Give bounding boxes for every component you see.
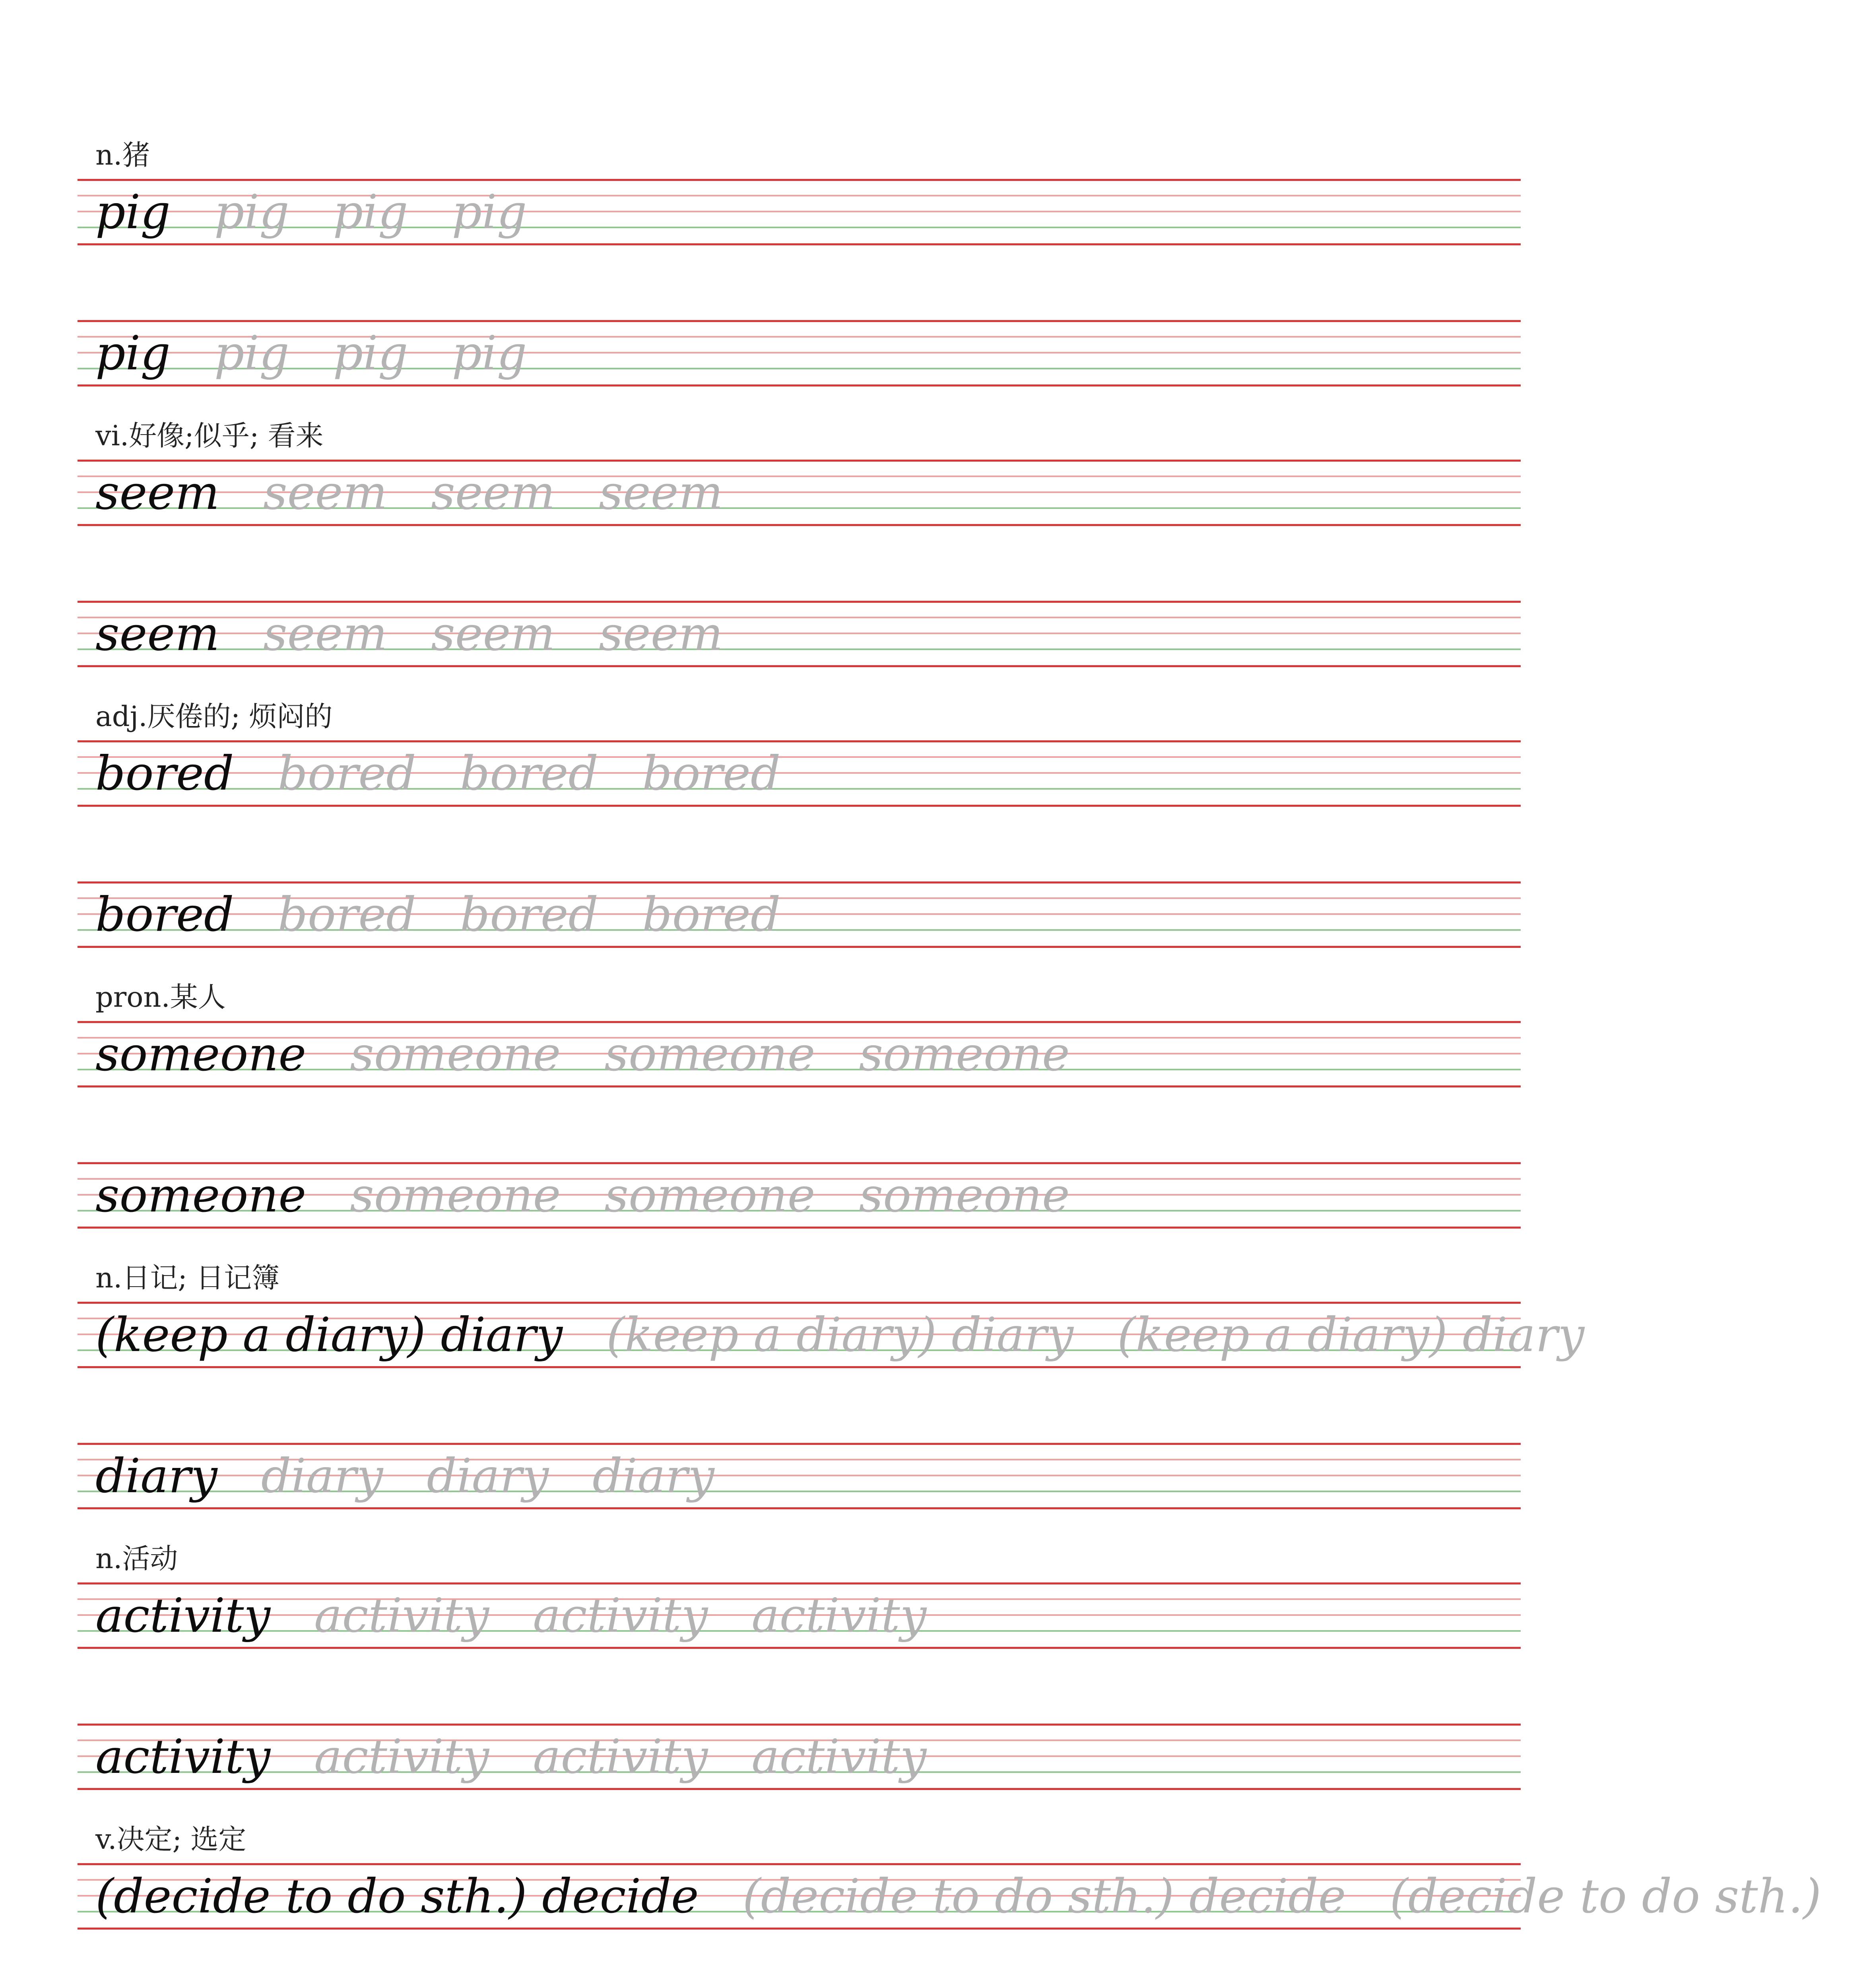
writing-lines: [78, 1724, 1521, 1790]
practice-row: [95, 885, 824, 944]
writing-lines: [78, 1863, 1822, 1929]
practice-row: [95, 323, 571, 383]
trace-word: someone: [350, 1168, 561, 1223]
ruled-line: [78, 1724, 1521, 1726]
trace-word: someone: [859, 1168, 1070, 1223]
trace-word: activity: [533, 1729, 708, 1784]
trace-word: someone: [350, 1027, 561, 1081]
trace-word: seem: [599, 606, 723, 661]
practice-row: [95, 1866, 1865, 1926]
writing-lines: [78, 179, 1521, 245]
trace-word: activity: [314, 1729, 489, 1784]
trace-word: bored: [642, 746, 781, 801]
model-word: (keep a diary) diary: [95, 1307, 563, 1362]
word-definition: n.活动: [95, 1542, 178, 1575]
trace-word: pig: [333, 326, 408, 381]
writing-lines: [78, 601, 1521, 667]
trace-word: activity: [314, 1588, 489, 1643]
ruled-line: [78, 1227, 1521, 1229]
model-word: seem: [95, 606, 220, 661]
ruled-line: [78, 1788, 1521, 1790]
ruled-line: [78, 946, 1521, 948]
trace-word: bored: [460, 887, 599, 942]
practice-row: [95, 182, 571, 242]
trace-word: activity: [533, 1588, 708, 1643]
practice-row: [95, 604, 767, 664]
model-word: someone: [95, 1027, 307, 1081]
model-word: activity: [95, 1588, 271, 1643]
practice-row: [95, 1446, 758, 1506]
trace-word: seem: [263, 465, 388, 520]
model-word: activity: [95, 1729, 271, 1784]
trace-word: (keep a diary) diary: [606, 1307, 1074, 1362]
ruled-line: [78, 179, 1521, 181]
ruled-line: [78, 601, 1521, 603]
word-definition: vi.好像;似乎; 看来: [95, 419, 324, 452]
trace-word: pig: [214, 326, 289, 381]
trace-word: diary: [261, 1448, 383, 1503]
ruled-line: [78, 460, 1521, 462]
ruled-line: [78, 1085, 1521, 1087]
trace-word: bored: [278, 746, 416, 801]
writing-lines: [78, 1443, 1521, 1509]
trace-word: (decide to do sth.) decide: [742, 1869, 1346, 1924]
trace-word: activity: [751, 1729, 927, 1784]
ruled-line: [78, 524, 1521, 526]
model-word: diary: [95, 1448, 217, 1503]
practice-row: [95, 1305, 1628, 1365]
word-definition: v.决定; 选定: [95, 1823, 246, 1856]
writing-lines: [78, 1021, 1521, 1087]
ruled-line: [78, 740, 1521, 742]
ruled-line: [78, 243, 1521, 245]
writing-lines: [78, 1162, 1521, 1228]
model-word: bored: [95, 746, 234, 801]
writing-lines: [78, 460, 1521, 526]
trace-word: diary: [427, 1448, 549, 1503]
ruled-line: [78, 881, 1521, 883]
model-word: pig: [95, 326, 171, 381]
trace-word: someone: [604, 1027, 815, 1081]
ruled-line: [78, 1443, 1521, 1445]
model-word: someone: [95, 1168, 307, 1223]
practice-row: [95, 744, 824, 803]
ruled-line: [78, 1863, 1521, 1865]
trace-word: bored: [278, 887, 416, 942]
trace-word: (keep a diary) diary: [1117, 1307, 1585, 1362]
writing-lines: [78, 881, 1521, 947]
trace-word: bored: [460, 746, 599, 801]
trace-word: seem: [599, 465, 723, 520]
model-word: bored: [95, 887, 234, 942]
ruled-line: [78, 1928, 1521, 1930]
ruled-line: [78, 1366, 1521, 1368]
writing-lines: [78, 740, 1521, 806]
model-word: seem: [95, 465, 220, 520]
ruled-line: [78, 665, 1521, 667]
ruled-line: [78, 1021, 1521, 1023]
practice-row: [95, 1586, 970, 1645]
ruled-line: [78, 1162, 1521, 1164]
trace-word: activity: [751, 1588, 927, 1643]
model-word: pig: [95, 184, 171, 239]
practice-row: [95, 1727, 970, 1786]
trace-word: someone: [859, 1027, 1070, 1081]
trace-word: pig: [333, 184, 408, 239]
writing-lines: [78, 1302, 1585, 1368]
word-definition: adj.厌倦的; 烦闷的: [95, 700, 333, 733]
ruled-line: [78, 1647, 1521, 1649]
ruled-line: [78, 1302, 1521, 1304]
word-definition: n.日记; 日记簿: [95, 1262, 280, 1294]
trace-word: seem: [263, 606, 388, 661]
ruled-line: [78, 320, 1521, 322]
trace-word: pig: [214, 184, 289, 239]
practice-row: [95, 1024, 1114, 1084]
ruled-line: [78, 1582, 1521, 1584]
writing-lines: [78, 1582, 1521, 1648]
practice-row: [95, 463, 767, 522]
word-definition: pron.某人: [95, 981, 226, 1013]
word-definition: n.猪: [95, 139, 150, 171]
trace-word: seem: [431, 606, 555, 661]
ruled-line: [78, 384, 1521, 386]
trace-word: (decide to do sth.): [1390, 1869, 1822, 1924]
trace-word: someone: [604, 1168, 815, 1223]
ruled-line: [78, 805, 1521, 807]
trace-word: pig: [452, 326, 527, 381]
ruled-line: [78, 1507, 1521, 1509]
trace-word: bored: [642, 887, 781, 942]
writing-lines: [78, 320, 1521, 386]
trace-word: pig: [452, 184, 527, 239]
practice-row: [95, 1165, 1114, 1225]
trace-word: seem: [431, 465, 555, 520]
model-word: (decide to do sth.) decide: [95, 1869, 699, 1924]
trace-word: diary: [592, 1448, 714, 1503]
